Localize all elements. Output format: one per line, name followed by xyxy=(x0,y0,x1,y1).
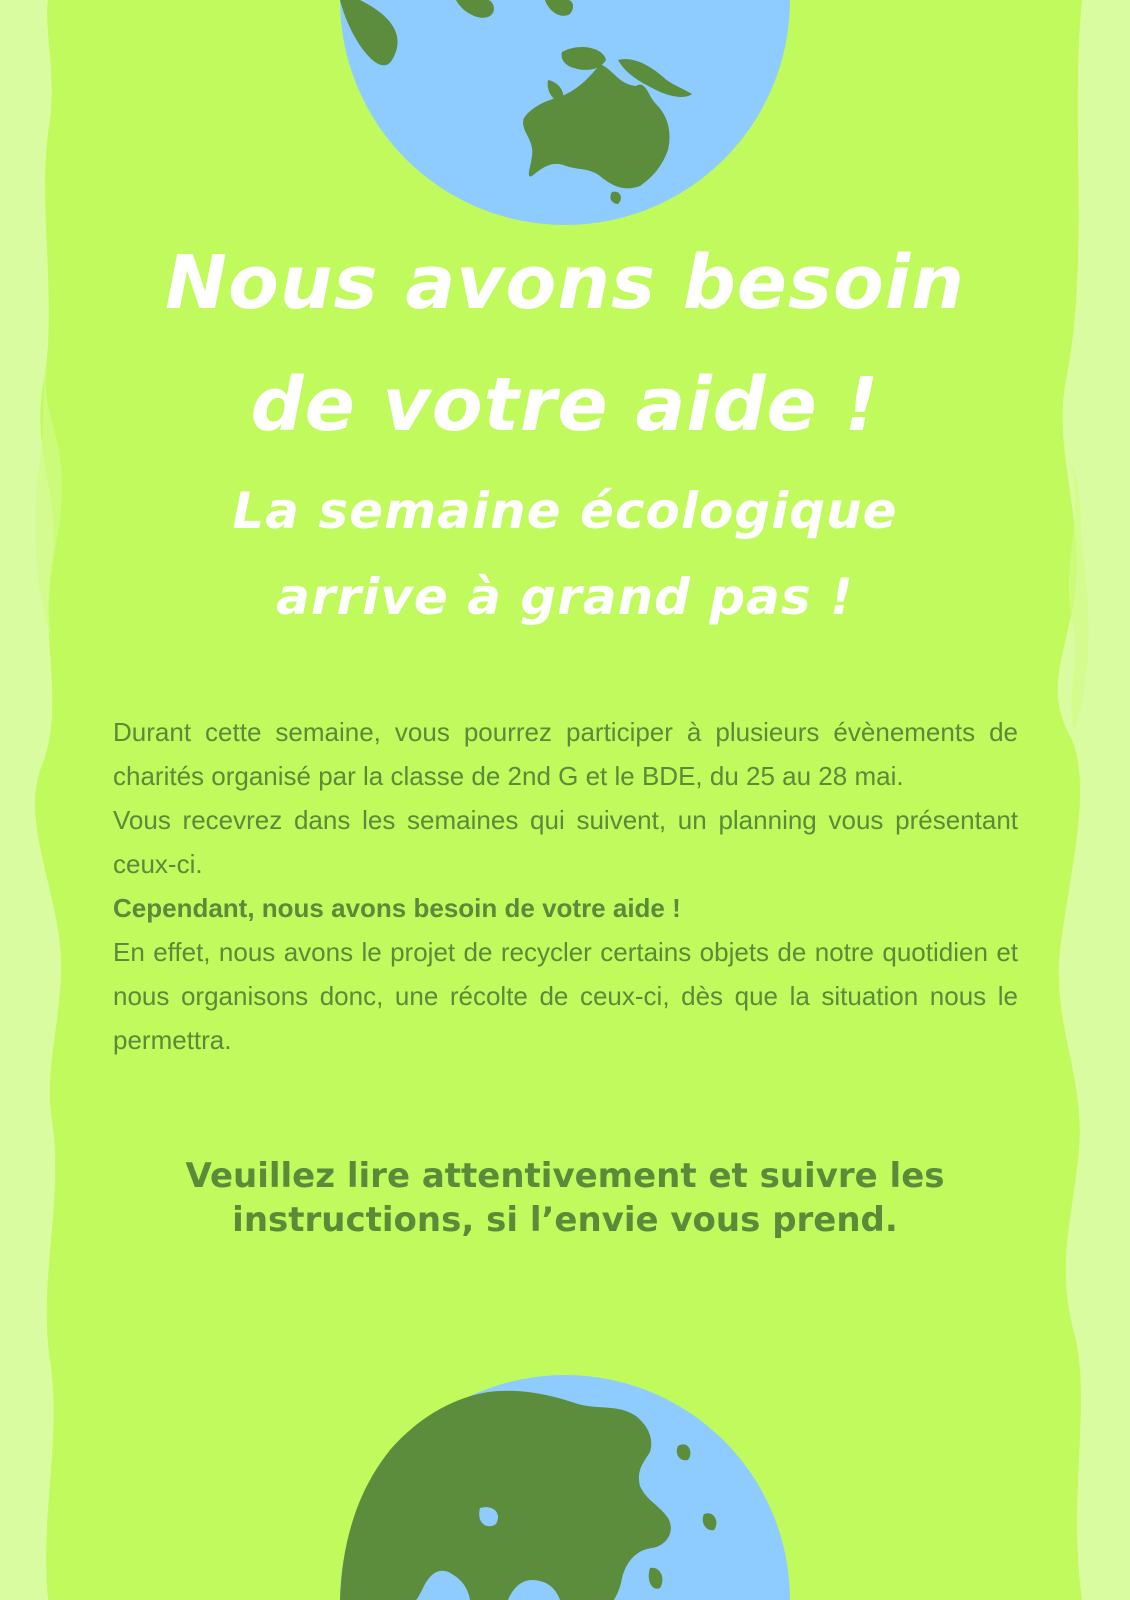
callout-line-2: instructions, si l’envie vous prend. xyxy=(232,1200,898,1240)
headline-line-1: Nous avons besoin xyxy=(165,240,965,326)
callout xyxy=(150,1154,980,1242)
body-paragraph-2: Vous recevrez dans les semaines qui suivent, un planning vous présentant ceux-ci. xyxy=(113,805,1018,879)
body-paragraph-3: En effet, nous avons le projet de recycler certains objets de notre quotidien et nous organisons donc, une récolte de ceux-ci, dès que la situation nous le permettra. xyxy=(113,937,1018,1055)
body-paragraph-1: Durant cette semaine, vous pourrez participer à plusieurs évènements de charités organisé par la classe de 2nd G et le BDE, du 25 au 28 mai. xyxy=(113,717,1018,791)
headline-line-2: de votre aide ! xyxy=(250,362,880,448)
callout-line-1: Veuillez lire attentivement et suivre les xyxy=(185,1156,945,1196)
body-text xyxy=(113,710,1018,1062)
body-emphasis: Cependant, nous avons besoin de votre aide ! xyxy=(113,893,681,923)
subheadline-line-1: La semaine écologique xyxy=(232,482,898,540)
subheadline-line-2: arrive à grand pas ! xyxy=(276,568,854,626)
